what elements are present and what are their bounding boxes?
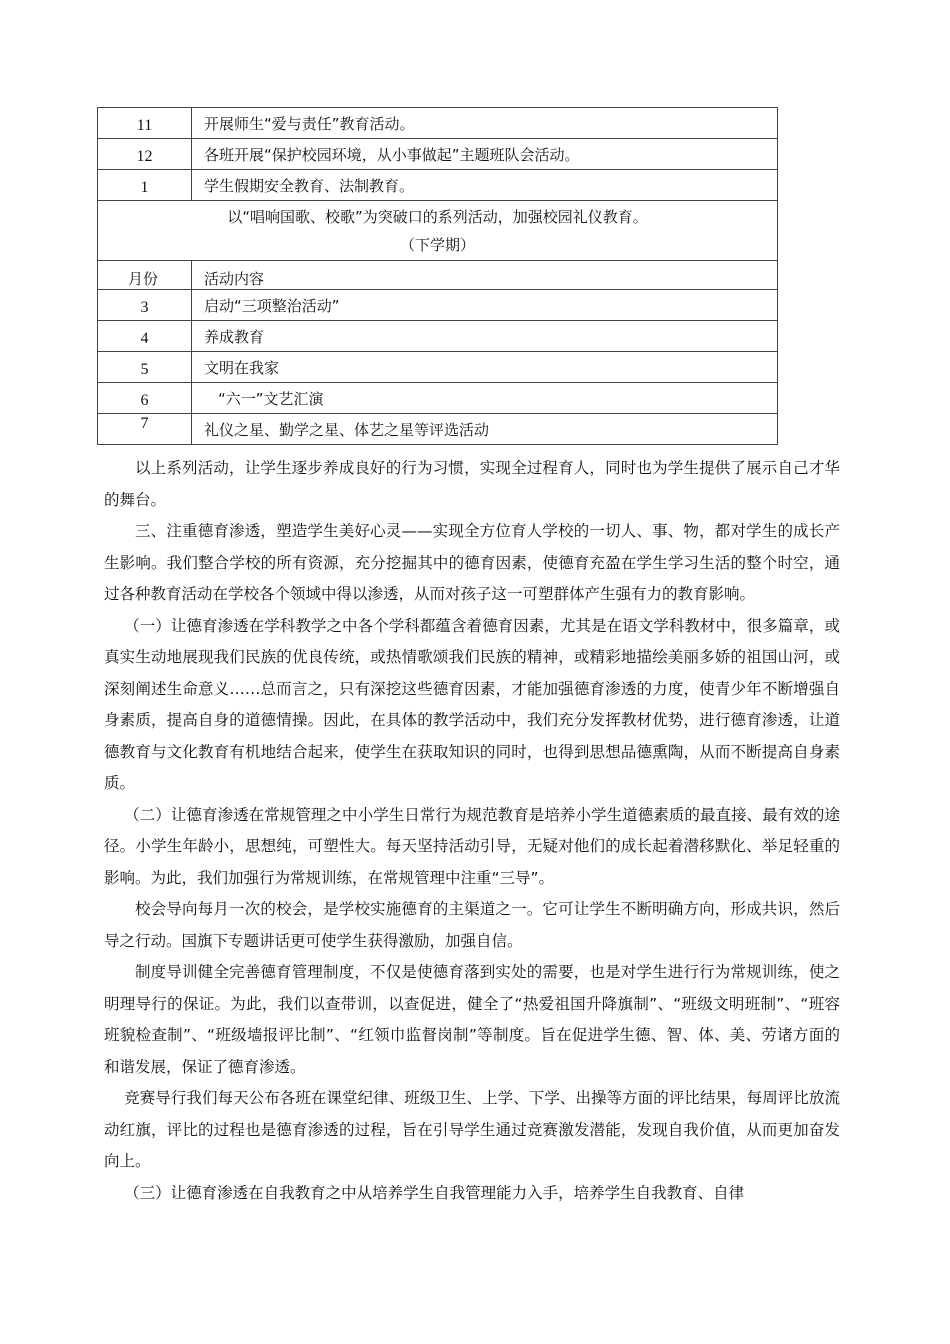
table-row [98,321,778,352]
month-cell: 5 [98,352,192,383]
paragraph: （二）让德育渗透在常规管理之中小学生日常行为规范教育是培养小学生道德素质的最直接、最有效的途径。小学生年龄小，思想纯，可塑性大。每天坚持活动引导，无疑对他们的成长起着潜移默化、举足轻重的影响。为此，我们加强行为常规训练，在常规管理中注重“三导”。 [104,805,840,887]
paragraph: 校会导向每月一次的校会，是学校实施德育的主渠道之一。它可让学生不断明确方向，形成共识，然后导之行动。国旗下专题讲话更可使学生获得激励，加强自信。 [104,900,840,950]
activity-cell: 养成教育 [192,321,778,352]
table-row [98,383,778,414]
table-row [98,352,778,383]
activity-cell: 开展师生“爱与责任”教育活动。 [192,108,778,139]
month-cell: 11 [98,108,192,139]
activity-cell: 文明在我家 [192,352,778,383]
activity-cell: 各班开展“保护校园环境，从小事做起”主题班队会活动。 [192,139,778,170]
table-row [98,108,778,139]
activity-cell: “六一”文艺汇演 [192,383,778,414]
activity-cell: 礼仪之星、勤学之星、体艺之星等评选活动 [192,414,778,445]
table-row [98,414,778,445]
semester-label: （下学期） [399,235,475,254]
paragraph: （三）让德育渗透在自我教育之中从培养学生自我管理能力入手，培养学生自我教育、自律 [124,1183,745,1202]
activity-cell: 学生假期安全教育、法制教育。 [192,170,778,201]
table-row [98,170,778,201]
month-cell: 1 [98,170,192,201]
table-header-row [98,261,778,290]
table-row [98,290,778,321]
banner-cell [98,201,778,261]
paragraph: 制度导训健全完善德育管理制度，不仅是使德育落到实处的需要，也是对学生进行行为常规训练，使之明理导行的保证。为此，我们以查带训，以查促进，健全了“热爱祖国升降旗制”、“班级文明班制”、“班容班貌检查制”、“班级墙报评比制”、“红领巾监督岗制”等制度。旨在促进学生德、智、体、美、劳诸方面的和谐发展，保证了德育渗透。 [104,963,840,1076]
table-row [98,139,778,170]
body-text [104,453,840,1209]
paragraph: （一）让德育渗透在学科教学之中各个学科都蕴含着德育因素，尤其是在语文学科教材中，很多篇章，或真实生动地展现我们民族的优良传统，或热情歌颂我们民族的精神，或精彩地描绘美丽多娇的祖国山河，或深刻阐述生命意义……总而言之，只有深挖这些德育因素，才能加强德育渗透的力度，使青少年不断增强自身素质，提高自身的道德情操。因此，在具体的教学活动中，我们充分发挥教材优势，进行德育渗透，让道德教育与文化教育有机地结合起来，使学生在获取知识的同时，也得到思想品德熏陶，从而不断提高自身素质。 [104,616,840,792]
activity-header: 活动内容 [192,261,778,290]
activity-plan-table [97,107,778,445]
month-cell: 6 [98,383,192,414]
paragraph: 竞赛导行我们每天公布各班在课堂纪律、班级卫生、上学、下学、出操等方面的评比结果，每周评比放流动红旗，评比的过程也是德育渗透的过程，旨在引导学生通过竞赛激发潜能，发现自我价值，从而更加奋发向上。 [104,1089,840,1170]
paragraph: 三、注重德育渗透，塑造学生美好心灵——实现全方位育人学校的一切人、事、物，都对学生的成长产生影响。我们整合学校的所有资源，充分挖掘其中的德育因素，使德育充盈在学生学习生活的整个时空，通过各种教育活动在学校各个领域中得以渗透，从而对孩子这一可塑群体产生强有力的教育影响。 [104,522,840,603]
activity-cell: 启动“三项整治活动” [192,290,778,321]
month-cell: 3 [98,290,192,321]
paragraph: 以上系列活动，让学生逐步养成良好的行为习惯，实现全过程育人，同时也为学生提供了展示自己才华的舞台。 [104,459,840,509]
month-cell: 7 [98,414,192,445]
month-cell: 4 [98,321,192,352]
banner-title: 以“唱响国歌、校歌”为突破口的系列活动，加强校园礼仪教育。 [227,207,648,226]
month-header: 月份 [98,261,192,290]
month-cell: 12 [98,139,192,170]
table-row [98,201,778,261]
